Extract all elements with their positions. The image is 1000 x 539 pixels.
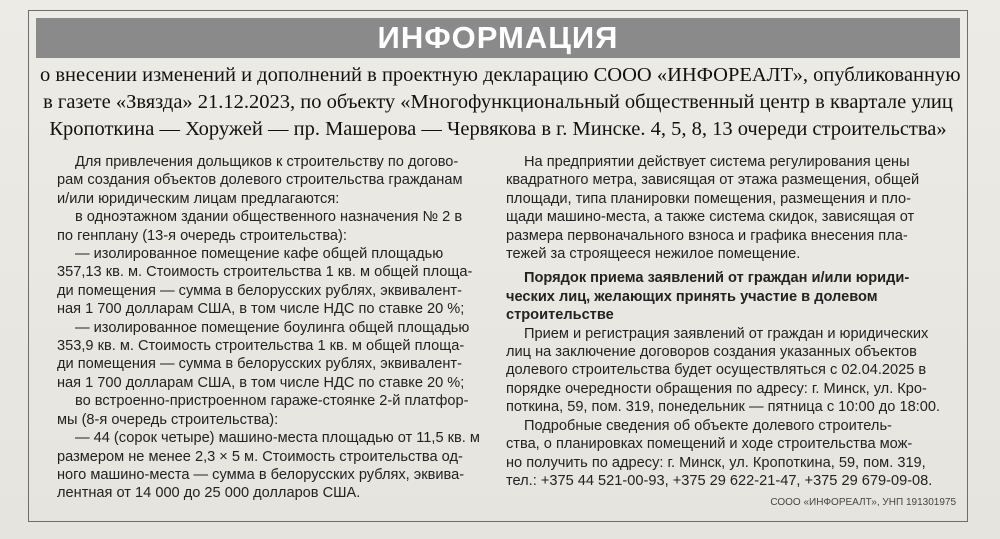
text-line: в одноэтажном здании общественного назначения № 2 в: [75, 209, 463, 226]
text-line: поткина, 59, пом. 319, понедельник — пятница с 10:00 до 18:00.: [506, 399, 941, 416]
text-line: ная 1 700 долларам США, в том числе НДС по ставке 20 %;: [57, 374, 465, 391]
text-line: долевого строительства будет осуществляться с 02.04.2025 в: [506, 362, 927, 379]
headline-line: Кропоткина — Хоружей — пр. Машерова — Червякова в г. Минске. 4, 5, 8, 13 очереди строительства»: [49, 118, 947, 140]
text-line: рам создания объектов долевого строительства гражданам: [57, 172, 463, 189]
text-line: — изолированное помещение боулинга общей площадью: [75, 319, 470, 336]
text-line: ства, о планировках помещений и ходе строительства мож-: [506, 436, 913, 453]
title-banner: [36, 18, 960, 58]
publisher-footer: СООО «ИНФОРЕАЛТ», УНП 191301975: [770, 497, 956, 508]
text-line: — изолированное помещение кафе общей площадью: [75, 246, 444, 263]
banner-title: ИНФОРМАЦИЯ: [377, 20, 619, 55]
text-line: по генплану (13-я очередь строительства):: [57, 227, 347, 244]
headline-line: в газете «Звязда» 21.12.2023, по объекту «Многофункциональный общественный центр в квартале улиц: [43, 91, 953, 113]
section-heading: строительстве: [506, 307, 614, 324]
right-column: [506, 153, 954, 490]
text-line: и/или юридическим лицам предлагаются:: [57, 190, 340, 207]
text-line: — 44 (сорок четыре) машино-места площадью от 11,5 кв. м: [75, 430, 480, 447]
section-heading: Порядок приема заявлений от граждан и/или юриди-: [524, 270, 910, 287]
text-line: но получить по адресу: г. Минск, ул. Кропоткина, 59, пом. 319,: [506, 454, 926, 471]
headline-line: о внесении изменений и дополнений в проектную декларацию СООО «ИНФОРЕАЛТ», опубликованную: [40, 64, 961, 86]
text-line: площади, типа планировки помещения, размещения и пло-: [506, 190, 911, 207]
text-line: Подробные сведения об объекте долевого строитель-: [524, 417, 892, 434]
text-line: лентная от 14 000 до 25 000 долларов США.: [57, 485, 361, 502]
text-line: тежей за строящееся нежилое помещение.: [506, 246, 801, 263]
text-line: мы (8-я очередь строительства):: [57, 411, 279, 428]
text-line: щади машино-места, а также система скидок, зависящая от: [506, 209, 915, 226]
text-line: ди помещения — сумма в белорусских рублях, эквивалент-: [57, 356, 462, 373]
text-line: порядке очередности обращения по адресу: г. Минск, ул. Кро-: [506, 380, 927, 397]
text-line: размера первоначального взноса и графика внесения пла-: [506, 227, 908, 244]
text-line: Прием и регистрация заявлений от граждан и юридических: [524, 325, 929, 342]
text-line: На предприятии действует система регулирования цены: [524, 154, 910, 170]
section-heading: ческих лиц, желающих принять участие в долевом: [506, 288, 878, 305]
text-line: во встроенно-пристроенном гараже-стоянке 2-й платфор-: [75, 393, 469, 410]
text-line: ди помещения — сумма в белорусских рублях, эквивалент-: [57, 282, 462, 299]
text-line: квадратного метра, зависящая от этажа размещения, общей: [506, 172, 920, 189]
text-line: ная 1 700 долларам США, в том числе НДС по ставке 20 %;: [57, 301, 465, 318]
text-line: 357,13 кв. м. Стоимость строительства 1 кв. м общей площа-: [57, 264, 473, 281]
text-line: 353,9 кв. м. Стоимость строительства 1 кв. м общей площа-: [57, 338, 465, 355]
text-line: Для привлечения дольщиков к строительству по догово-: [75, 154, 459, 170]
text-line: лиц на заключение договоров создания указанных объектов: [506, 344, 917, 361]
headline: [40, 62, 961, 143]
text-line: ного машино-места — сумма в белорусских рублях, эквива-: [57, 466, 465, 483]
text-line: тел.: +375 44 521-00-93, +375 29 622-21-47, +375 29 679-09-08.: [506, 472, 933, 489]
text-line: размером не менее 2,3 × 5 м. Стоимость строительства од-: [57, 448, 463, 465]
left-column: [57, 153, 487, 503]
